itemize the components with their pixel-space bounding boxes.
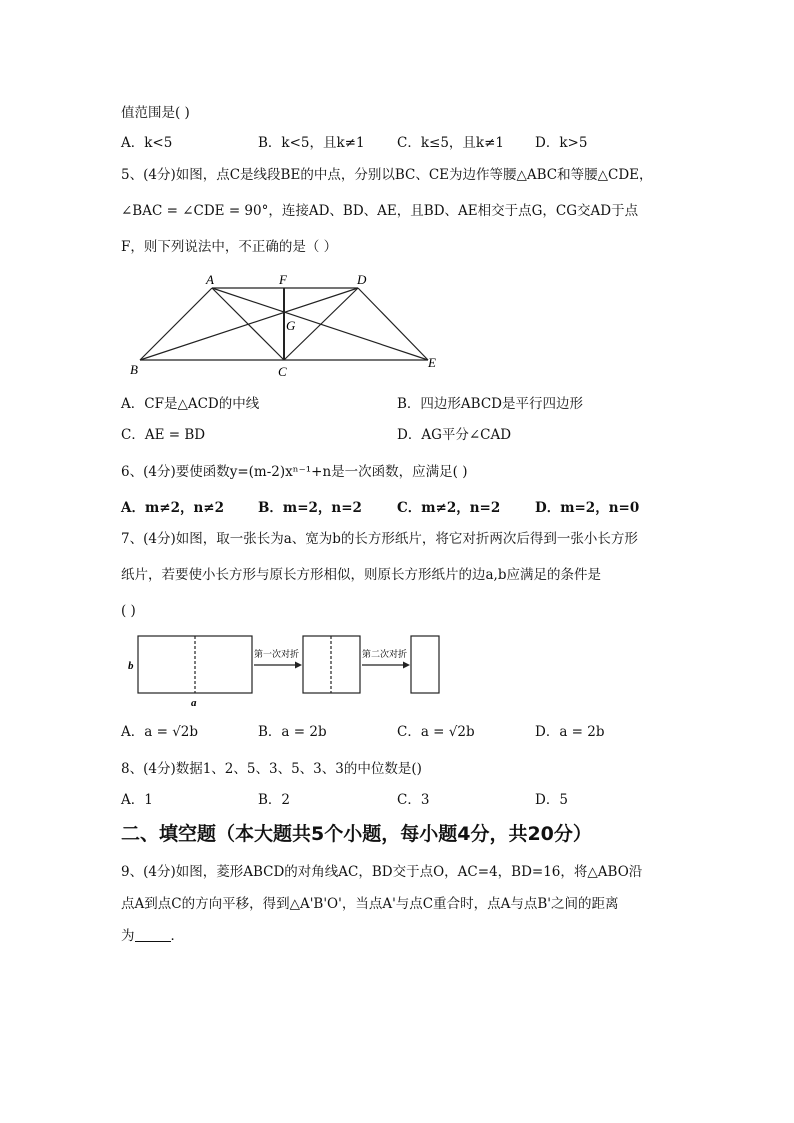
q5-option-d: D．AG平分∠CAD bbox=[397, 427, 512, 443]
label-b: b bbox=[128, 660, 134, 672]
q7-option-a: A．a = √2b bbox=[121, 724, 199, 740]
q8-option-d: D．5 bbox=[535, 792, 568, 808]
q4-stem-tail: 值范围是( ) bbox=[121, 105, 190, 121]
q5-geometry-figure bbox=[120, 270, 450, 380]
q8-option-a: A．1 bbox=[121, 792, 153, 808]
label-d: D bbox=[357, 272, 367, 287]
label-b: B bbox=[130, 362, 138, 377]
q6-stem-line1: 6、(4分)要使函数y=(m-2)xⁿ⁻¹+n是一次函数，应满足( ) bbox=[121, 464, 468, 480]
q7-stem-line2: 纸片，若要使小长方形与原长方形相似，则原长方形纸片的边a,b应满足的条件是 bbox=[121, 567, 601, 583]
q6-option-c: C．m≠2，n=2 bbox=[397, 500, 501, 516]
q9-answer-blank[interactable] bbox=[135, 927, 171, 942]
q7-stem-line1: 7、(4分)如图，取一张长为a、宽为b的长方形纸片，将它对折两次后得到一张小长方形 bbox=[121, 531, 638, 547]
half-rectangle bbox=[303, 636, 360, 693]
q5-option-b: B．四边形ABCD是平行四边形 bbox=[397, 396, 583, 412]
arrow-1-head bbox=[295, 662, 302, 669]
arrow-1-label: 第一次对折 bbox=[254, 649, 300, 659]
q7-option-d: D．a = 2b bbox=[535, 724, 605, 740]
q5-option-c: C．AE = BD bbox=[121, 427, 206, 443]
q7-option-b: B．a = 2b bbox=[258, 724, 327, 740]
q9-stem-line3-text: 为 bbox=[121, 928, 135, 944]
q5-option-a: A．CF是△ACD的中线 bbox=[121, 396, 260, 412]
label-g: G bbox=[286, 318, 296, 333]
q6-option-b: B．m=2，n=2 bbox=[258, 500, 362, 516]
q6-option-a: A．m≠2，n≠2 bbox=[121, 500, 224, 516]
q4-option-b: B．k<5，且k≠1 bbox=[258, 135, 365, 151]
q9-stem-line3 bbox=[121, 927, 184, 945]
q6-option-d: D．m=2，n=0 bbox=[535, 500, 640, 516]
q7-stem-line3: ( ) bbox=[121, 603, 136, 619]
q5-stem-line1: 5、(4分)如图，点C是线段BE的中点，分别以BC、CE为边作等腰△ABC和等腰△CDE， bbox=[121, 167, 653, 183]
label-a: A bbox=[206, 272, 214, 287]
label-f: F bbox=[279, 272, 287, 287]
q7-folding-figure bbox=[120, 630, 450, 710]
arrow-2-label: 第二次对折 bbox=[362, 649, 408, 659]
section-2-heading: 二、填空题（本大题共5个小题，每小题4分，共20分） bbox=[121, 823, 592, 845]
segment-ab bbox=[140, 288, 212, 360]
original-rectangle bbox=[138, 636, 252, 693]
segment-ae bbox=[212, 288, 428, 360]
segment-de bbox=[358, 288, 428, 360]
q4-option-a: A．k<5 bbox=[121, 135, 173, 151]
q7-option-c: C．a = √2b bbox=[397, 724, 475, 740]
q4-option-c: C．k≤5，且k≠1 bbox=[397, 135, 504, 151]
q4-option-d: D．k>5 bbox=[535, 135, 588, 151]
q9-stem-line2: 点A到点C的方向平移，得到△A'B'O'，当点A'与点C重合时，点A与点B'之间的距离 bbox=[121, 896, 619, 912]
arrow-2-head bbox=[403, 662, 410, 669]
q5-stem-line2: ∠BAC = ∠CDE = 90°，连接AD、BD、AE，且BD、AE相交于点G，CG交AD于点 bbox=[121, 203, 639, 219]
q5-stem-line3: F，则下列说法中，不正确的是（ ） bbox=[121, 239, 338, 255]
q8-option-b: B．2 bbox=[258, 792, 291, 808]
segment-bd bbox=[140, 288, 358, 360]
label-a: a bbox=[191, 697, 197, 709]
label-c: C bbox=[278, 364, 287, 379]
q9-stem-line3-end: ． bbox=[170, 928, 184, 944]
quarter-rectangle bbox=[411, 636, 439, 693]
label-e: E bbox=[428, 355, 436, 370]
q8-option-c: C．3 bbox=[397, 792, 430, 808]
q9-stem-line1: 9、(4分)如图，菱形ABCD的对角线AC，BD交于点O，AC=4，BD=16，将△ABO沿 bbox=[121, 864, 643, 880]
q8-stem-line1: 8、(4分)数据1、2、5、3、5、3、3的中位数是() bbox=[121, 761, 422, 777]
